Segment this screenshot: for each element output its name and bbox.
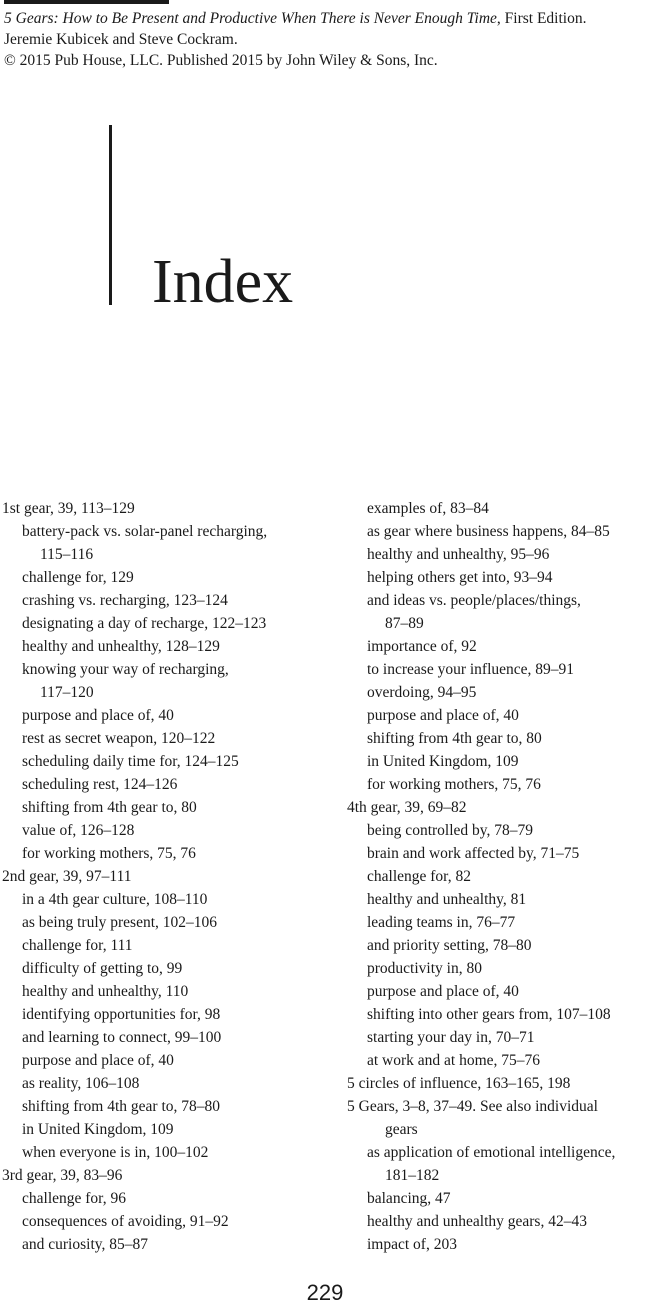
index-subentry: balancing, 47	[367, 1190, 451, 1207]
index-subentry: scheduling rest, 124–126	[22, 776, 178, 793]
index-subentry: as being truly present, 102–106	[22, 914, 218, 931]
index-continuation: gears	[385, 1121, 418, 1138]
index-subentry: healthy and unhealthy gears, 42–43	[367, 1213, 587, 1230]
index-subentry: healthy and unhealthy, 110	[22, 983, 189, 1000]
index-subentry: purpose and place of, 40	[22, 707, 174, 724]
index-subentry: helping others get into, 93–94	[367, 569, 553, 586]
index-subentry: healthy and unhealthy, 128–129	[22, 638, 220, 655]
index-subentry: challenge for, 96	[22, 1190, 126, 1207]
index-subentry: leading teams in, 76–77	[367, 914, 516, 931]
index-subentry: knowing your way of recharging,	[22, 661, 229, 678]
index-entry: 4th gear, 39, 69–82	[347, 799, 467, 816]
index-subentry: value of, 126–128	[22, 822, 135, 839]
copyright-line: © 2015 Pub House, LLC. Published 2015 by John Wiley & Sons, Inc.	[4, 52, 438, 69]
index-subentry: shifting from 4th gear to, 80	[367, 730, 542, 747]
index-subentry: brain and work affected by, 71–75	[367, 845, 580, 862]
page-number: 229	[306, 1280, 344, 1305]
index-subentry: healthy and unhealthy, 81	[367, 891, 527, 908]
index-subentry: and curiosity, 85–87	[22, 1236, 148, 1253]
index-subentry: purpose and place of, 40	[22, 1052, 174, 1069]
index-subentry: to increase your influence, 89–91	[367, 661, 575, 678]
index-subentry: for working mothers, 75, 76	[22, 845, 196, 862]
index-subentry: impact of, 203	[367, 1236, 457, 1253]
index-entry: 5 Gears, 3–8, 37–49. See also individual	[347, 1098, 598, 1115]
index-subentry: challenge for, 111	[22, 937, 133, 954]
index-subentry: and ideas vs. people/places/things,	[367, 592, 581, 609]
index-subentry: at work and at home, 75–76	[367, 1052, 541, 1069]
index-subentry: as application of emotional intelligence,	[367, 1144, 616, 1161]
index-continuation: 87–89	[385, 615, 424, 632]
index-subentry: in a 4th gear culture, 108–110	[22, 891, 208, 908]
index-subentry: as gear where business happens, 84–85	[367, 523, 610, 540]
index-subentry: for working mothers, 75, 76	[367, 776, 541, 793]
index-subentry: examples of, 83–84	[367, 500, 489, 517]
top-rule	[4, 0, 169, 4]
index-subentry: and learning to connect, 99–100	[22, 1029, 222, 1046]
index-subentry: overdoing, 94–95	[367, 684, 477, 701]
copyright-title-line	[4, 8, 650, 29]
index-subentry: challenge for, 82	[367, 868, 471, 885]
index-subentry: purpose and place of, 40	[367, 707, 519, 724]
book-title: 5 Gears: How to Be Present and Productive When There is Never Enough Time	[4, 10, 497, 27]
index-subentry: in United Kingdom, 109	[367, 753, 519, 770]
index-continuation: 115–116	[40, 546, 94, 563]
index-entry: 2nd gear, 39, 97–111	[2, 868, 132, 885]
index-entry: 3rd gear, 39, 83–96	[2, 1167, 123, 1184]
index-column-left	[2, 497, 342, 1256]
heading-vertical-bar	[109, 125, 112, 305]
index-subentry: identifying opportunities for, 98	[22, 1006, 221, 1023]
index-subentry: being controlled by, 78–79	[367, 822, 534, 839]
edition: , First Edition.	[496, 10, 587, 27]
page-title: Index	[152, 248, 294, 316]
index-subentry: productivity in, 80	[367, 960, 482, 977]
index-subentry: battery-pack vs. solar-panel recharging,	[22, 523, 268, 540]
authors: Jeremie Kubicek and Steve Cockram.	[4, 31, 238, 48]
index-subentry: purpose and place of, 40	[367, 983, 519, 1000]
index-subentry: consequences of avoiding, 91–92	[22, 1213, 229, 1230]
index-subentry: starting your day in, 70–71	[367, 1029, 535, 1046]
index-subentry: in United Kingdom, 109	[22, 1121, 174, 1138]
index-subentry: as reality, 106–108	[22, 1075, 140, 1092]
copyright-notice	[4, 8, 650, 71]
index-continuation: 181–182	[385, 1167, 440, 1184]
index-subentry: shifting into other gears from, 107–108	[367, 1006, 611, 1023]
index-subentry: rest as secret weapon, 120–122	[22, 730, 216, 747]
index-subentry: difficulty of getting to, 99	[22, 960, 183, 977]
index-column-right	[347, 497, 650, 1256]
index-entry: 5 circles of influence, 163–165, 198	[347, 1075, 571, 1092]
index-subentry: designating a day of recharge, 122–123	[22, 615, 267, 632]
index-subentry: challenge for, 129	[22, 569, 134, 586]
index-entry: 1st gear, 39, 113–129	[2, 500, 135, 517]
index-subentry: healthy and unhealthy, 95–96	[367, 546, 550, 563]
index-subentry: crashing vs. recharging, 123–124	[22, 592, 228, 609]
index-subentry: scheduling daily time for, 124–125	[22, 753, 239, 770]
index-subentry: importance of, 92	[367, 638, 477, 655]
index-subentry: when everyone is in, 100–102	[22, 1144, 209, 1161]
index-subentry: and priority setting, 78–80	[367, 937, 532, 954]
index-subentry: shifting from 4th gear to, 80	[22, 799, 197, 816]
index-continuation: 117–120	[40, 684, 94, 701]
index-subentry: shifting from 4th gear to, 78–80	[22, 1098, 221, 1115]
